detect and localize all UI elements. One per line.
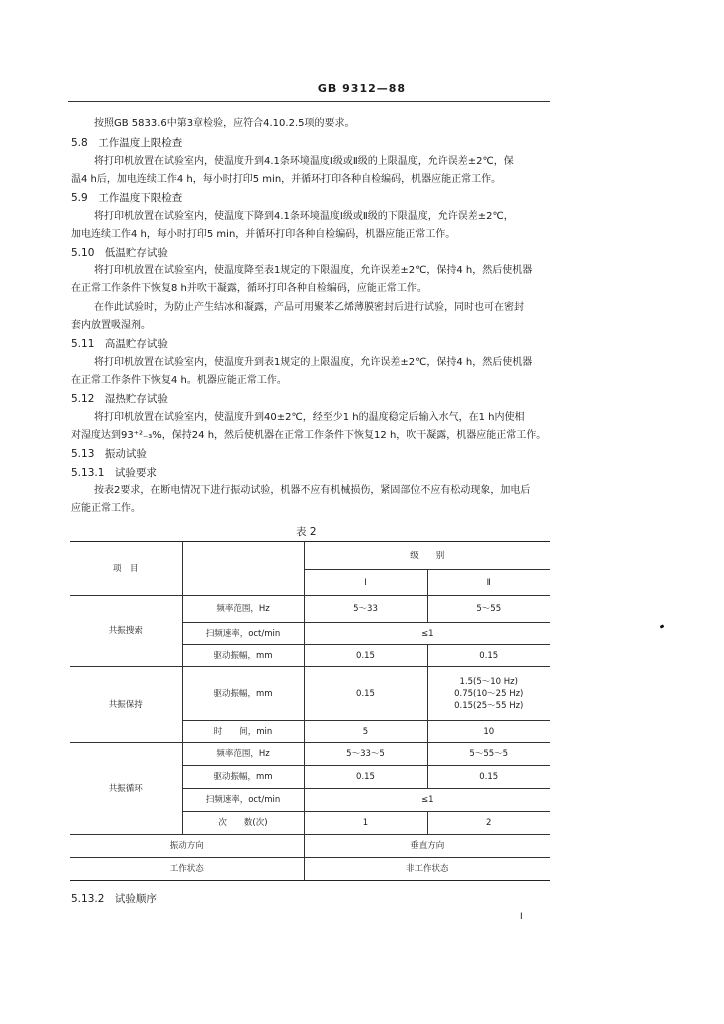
table-param-cell: 驱动振幅，mm: [182, 766, 304, 789]
section-5-10-text-1: 将打印机放置在试验室内，使温度降至表1规定的下限温度，允许误差±2℃，保持4 h，然后使机器: [94, 265, 533, 276]
table-value-cell: 0.15: [427, 766, 550, 789]
grade-2-cell: Ⅱ: [427, 570, 550, 596]
section-5-9-text-2: 加电连续工作4 h，每小时打印5 min，并循环打印各种自检编码，机器应能正常工作。: [71, 229, 456, 240]
section-5-12-text-2: 对湿度达到93⁺²₋₃%，保持24 h，然后使机器在正常工作条件下恢复12 h，吹干凝露，机器应能正常工作。: [71, 430, 547, 441]
working-state-value: 非工作状态: [304, 858, 550, 881]
header-rule: [68, 101, 550, 102]
section-5-13-1-text-1: 按表2要求，在断电情况下进行振动试验，机器不应有机械损伤，紧固部位不应有松动现象，加电后: [94, 485, 531, 496]
scan-speck: [660, 624, 665, 629]
table-value-cell: 5: [304, 721, 427, 743]
section-5-10-text-3: 在作此试验时，为防止产生结冰和凝露，产品可用聚苯乙烯薄膜密封后进行试验，同时也可在密封: [94, 302, 524, 313]
table-param-cell: 扫频速率，oct/min: [182, 789, 304, 812]
section-5-13-title: 5.13 振动试验: [71, 448, 147, 460]
header-item-cell: 项 目: [70, 542, 182, 596]
table-param-cell: 驱动振幅，mm: [182, 667, 304, 721]
table-value-cell: 5～33: [304, 596, 427, 623]
section-5-12-title: 5.12 湿热贮存试验: [71, 393, 168, 405]
section-5-11-title: 5.11 高温贮存试验: [71, 338, 168, 350]
table-value-cell: 10: [427, 721, 550, 743]
section-5-13-1-text-2: 应能正常工作。: [71, 503, 141, 514]
header-blank-cell: [182, 542, 304, 596]
section-5-12-text-1: 将打印机放置在试验室内，使温度升到40±2℃，经至少1 h的温度稳定后输入水气，在1 h内使相: [94, 412, 525, 423]
section-5-11-text-1: 将打印机放置在试验室内，使温度升到表1规定的上限温度，允许误差±2℃，保持4 h，然后使机器: [94, 357, 533, 368]
section-5-9-text-1: 将打印机放置在试验室内，使温度下降到4.1条环境温度Ⅰ级或Ⅱ级的下限温度，允许误差±2℃，: [94, 211, 514, 222]
table-param-cell: 驱动振幅，mm: [182, 645, 304, 667]
table-param-cell: 频率范围，Hz: [182, 743, 304, 766]
table-param-cell: 扫频速率，oct/min: [182, 623, 304, 645]
amplitude-range-1: 1.5(5～10 Hz): [459, 676, 518, 687]
section-5-8-text-2: 温4 h后，加电连续工作4 h，每小时打印5 min，并循环打印各种自检编码，机器应能正常工作。: [71, 174, 502, 185]
vibration-direction-value: 垂直方向: [304, 835, 550, 858]
grade-1-cell: Ⅰ: [304, 570, 427, 596]
table-value-cell: 5～55～5: [427, 743, 550, 766]
table-value-cell: 5～55: [427, 596, 550, 623]
section-5-10-title: 5.10 低温贮存试验: [71, 247, 168, 259]
header-grade-cell: 级 别: [304, 542, 550, 570]
table-value-cell: 0.15: [304, 766, 427, 789]
amplitude-range-3: 0.15(25～55 Hz): [454, 700, 524, 711]
resonance-hold-label: 共振保持: [70, 667, 182, 743]
table-caption: 表 2: [296, 526, 317, 538]
page-number: I: [520, 912, 523, 922]
table-value-cell: 0.15: [427, 645, 550, 667]
table-value-cell: 5～33～5: [304, 743, 427, 766]
section-5-13-1-title: 5.13.1 试验要求: [71, 467, 157, 479]
resonance-search-label: 共振搜索: [70, 596, 182, 667]
section-5-10-text-2: 在正常工作条件下恢复8 h并吹干凝露，循环打印各种自检编码，应能正常工作。: [71, 283, 427, 294]
table-value-cell: 0.15: [304, 667, 427, 721]
section-5-11-text-2: 在正常工作条件下恢复4 h。机器应能正常工作。: [71, 375, 287, 386]
table-param-cell: 频率范围，Hz: [182, 596, 304, 623]
section-5-13-2-title: 5.13.2 试验顺序: [71, 893, 157, 905]
standard-code-header: GB 9312—88: [317, 82, 407, 95]
vibration-test-table: [70, 541, 550, 881]
table-value-cell: ≤1: [304, 789, 550, 812]
section-5-8-title: 5.8 工作温度上限检查: [71, 137, 183, 149]
table-value-cell: 1: [304, 812, 427, 835]
section-5-10-text-4: 套内放置吸湿剂。: [71, 320, 151, 331]
table-param-cell: 时 间，min: [182, 721, 304, 743]
section-5-9-title: 5.9 工作温度下限检查: [71, 192, 183, 204]
table-value-cell: 2: [427, 812, 550, 835]
amplitude-range-2: 0.75(10～25 Hz): [454, 688, 524, 699]
vibration-direction-label: 振动方向: [70, 835, 304, 858]
table-value-cell: ≤1: [304, 623, 550, 645]
table-value-cell: 0.15: [304, 645, 427, 667]
table-value-cell: [427, 667, 550, 721]
resonance-cycle-label: 共振循环: [70, 743, 182, 835]
table-param-cell: 次 数(次): [182, 812, 304, 835]
intro-paragraph: 按照GB 5833.6中第3章检验，应符合4.10.2.5项的要求。: [94, 118, 355, 129]
working-state-label: 工作状态: [70, 858, 304, 881]
section-5-8-text-1: 将打印机放置在试验室内，使温度升到4.1条环境温度Ⅰ级或Ⅱ级的上限温度，允许误差±2℃，保: [94, 156, 514, 167]
